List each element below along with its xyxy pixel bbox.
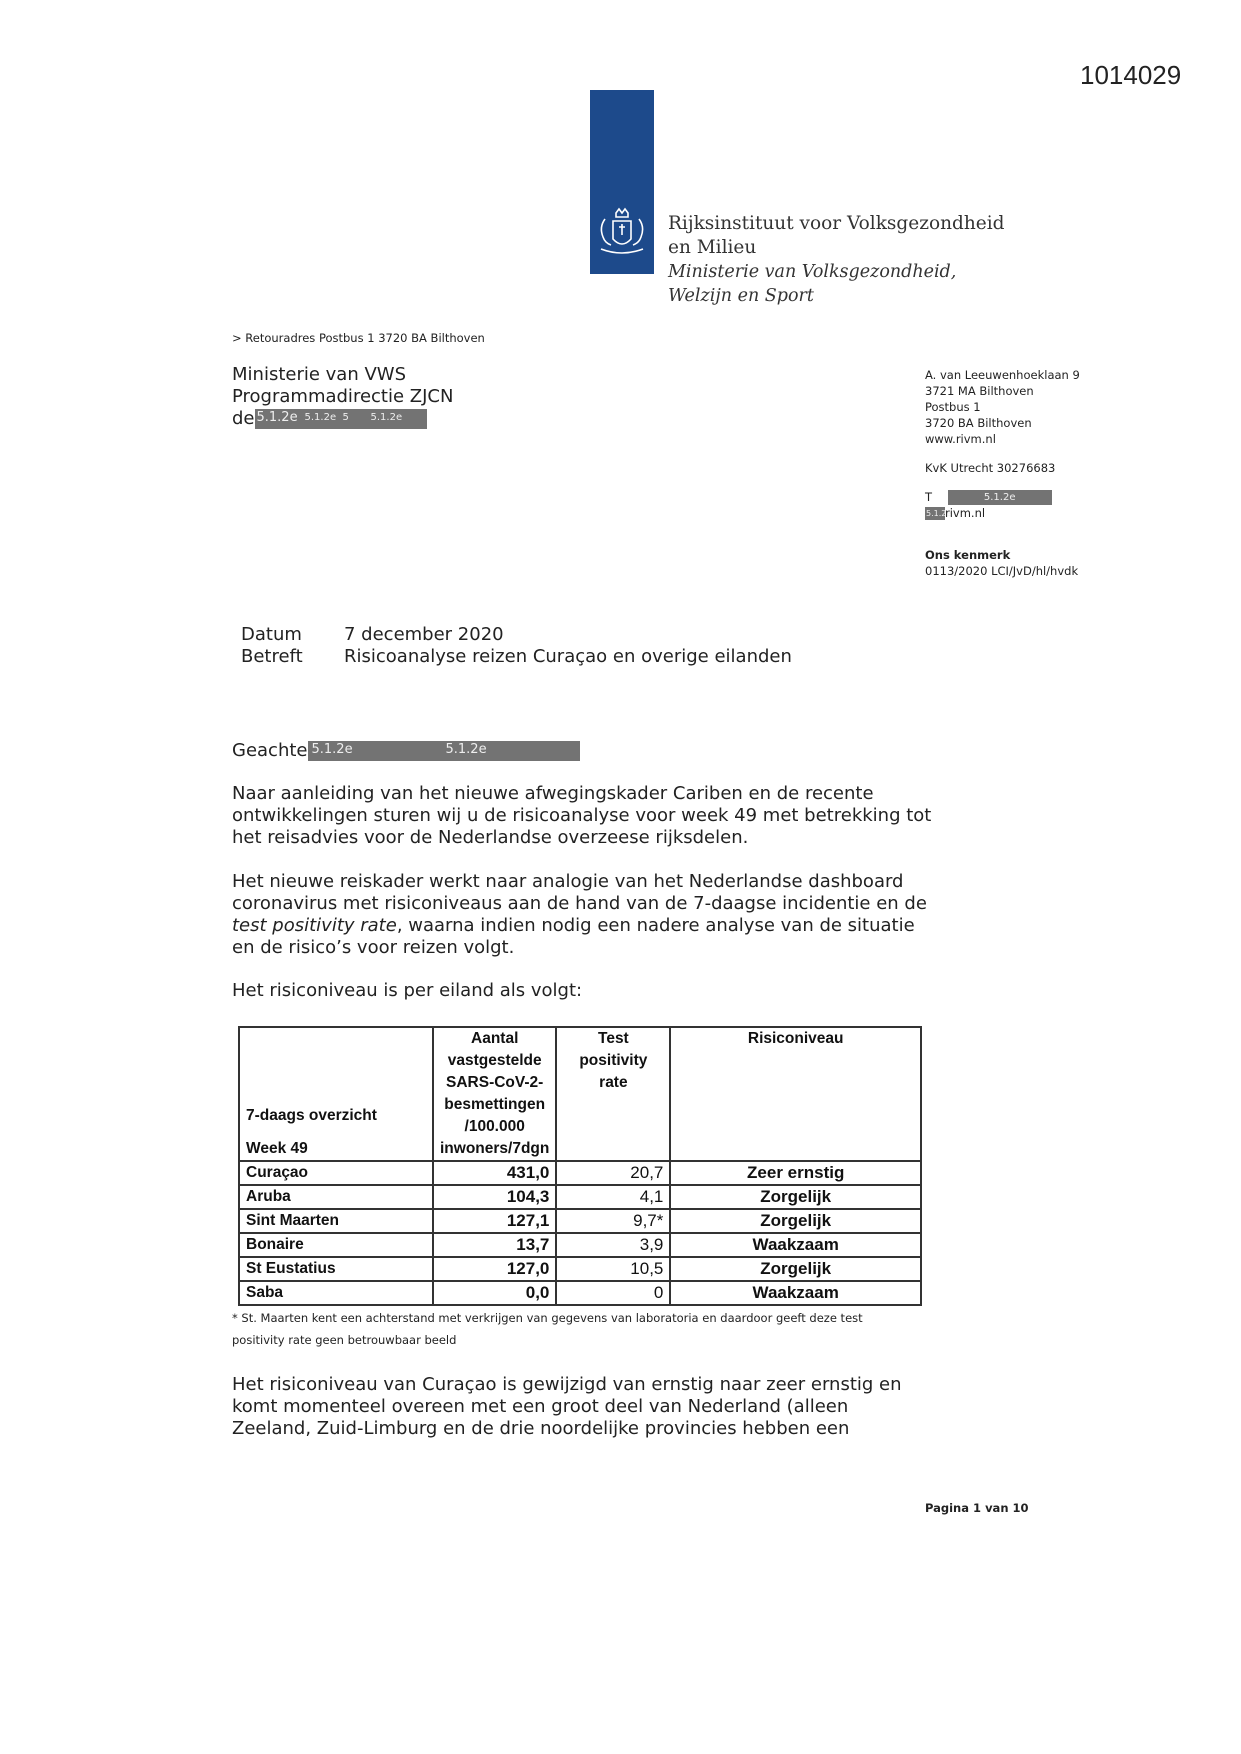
positivity-value: 9,7* (556, 1209, 670, 1233)
paragraph-table-intro: Het risiconiveau is per eiland als volgt: (232, 980, 583, 1001)
table-row (239, 1185, 921, 1209)
header-positivity-line: Test (598, 1030, 629, 1047)
island-name: Curaçao (246, 1164, 309, 1181)
page-current: 1 (973, 1501, 982, 1515)
table-row (239, 1161, 921, 1185)
table-row (239, 1209, 921, 1233)
header-incidence-line: vastgestelde (447, 1052, 542, 1069)
institute-line-2: en Milieu (668, 237, 757, 258)
header-overview-label: 7-daags overzicht (246, 1107, 377, 1124)
addressee-line-3 (232, 408, 453, 430)
header-incidence-line: SARS-CoV-2- (446, 1074, 544, 1091)
incidence-value: 127,0 (433, 1257, 556, 1281)
table-row (239, 1257, 921, 1281)
positivity-value: 3,9 (556, 1233, 670, 1257)
risk-level-value: Zorgelijk (670, 1185, 921, 1209)
header-incidence-line: /100.000 (464, 1118, 525, 1135)
greeting (232, 740, 580, 761)
table-footnote: * St. Maarten kent een achterstand met verkrijgen van gegevens van laboratoria en daardoor geeft deze test positivity rate geen betrouwbaar beeld (232, 1311, 863, 1347)
greeting-text: Geachte (232, 740, 308, 761)
incidence-value: 0,0 (433, 1281, 556, 1305)
addressee-prefix: de (232, 408, 255, 429)
page-label: Pagina (925, 1501, 970, 1515)
sender-info (925, 367, 1080, 579)
addressee-line-2: Programmadirectie ZJCN (232, 386, 454, 407)
paragraph-intro: Naar aanleiding van het nieuwe afwegingskader Cariben en de recente ontwikkelingen sturen wij u de risicoanalyse voor week 49 met betrekking tot het reisadvies voor de Nederlandse overzeese rijksdelen. (232, 783, 932, 848)
return-address: > Retouradres Postbus 1 3720 BA Bilthoven (232, 331, 485, 345)
document-number: 1014029 (1080, 60, 1182, 90)
island-name: Aruba (246, 1188, 291, 1205)
island-name: Sint Maarten (246, 1212, 340, 1229)
ministry-line-1: Ministerie van Volksgezondheid, (668, 262, 957, 282)
header-incidence (433, 1027, 556, 1161)
institute-name-block (668, 212, 1004, 308)
subject-label: Betreft (241, 646, 303, 667)
date-row (241, 624, 792, 646)
redaction-box: 5.1.2e (308, 741, 442, 761)
date-value: 7 december 2020 (344, 624, 504, 645)
sender-website[interactable]: www.rivm.nl (925, 432, 996, 446)
risk-level-value: Zeer ernstig (670, 1161, 921, 1185)
header-positivity-line: positivity (579, 1052, 648, 1069)
positivity-value: 10,5 (556, 1257, 670, 1281)
incidence-value: 13,7 (433, 1233, 556, 1257)
paragraph-framework (232, 871, 932, 959)
page-total: 10 (1012, 1501, 1029, 1515)
paragraph-curacao: Het risiconiveau van Curaçao is gewijzigd van ernstig naar zeer ernstig en komt momenteel overeen met een groot deel van Nederland (alleen Zeeland, Zuid-Limburg en de drie noordelijke provincies hebben een (232, 1374, 902, 1439)
table-row (239, 1233, 921, 1257)
island-name: St Eustatius (246, 1260, 336, 1277)
institute-line-1: Rijksinstituut voor Volksgezondheid (668, 213, 1005, 234)
header-risk-level: Risiconiveau (670, 1027, 921, 1161)
risk-level-table (238, 1026, 922, 1306)
page-separator: van (985, 1501, 1009, 1515)
risk-level-value: Waakzaam (670, 1233, 921, 1257)
risk-level-value: Zorgelijk (670, 1209, 921, 1233)
redaction-box: 5.1.2e (367, 409, 427, 429)
subject-row (241, 646, 792, 668)
letter-meta (241, 624, 792, 668)
sender-kvk: KvK Utrecht 30276683 (925, 461, 1056, 475)
page-number (925, 1501, 1029, 1515)
incidence-value: 104,3 (433, 1185, 556, 1209)
sender-pobox: Postbus 1 (925, 400, 981, 414)
paragraph-framework-text-1: Het nieuwe reiskader werkt naar analogie van het Nederlandse dashboard coronavirus met risiconiveaus aan de hand van de 7-daagse incidentie en de (232, 871, 927, 914)
redaction-box: 5.1.2e (442, 741, 580, 761)
sender-street: A. van Leeuwenhoeklaan 9 (925, 368, 1080, 382)
header-overview (239, 1027, 433, 1161)
redaction-box: 5.1.2e (301, 409, 339, 429)
island-name: Saba (246, 1284, 284, 1301)
redaction-box: 5 (339, 409, 367, 429)
positivity-value: 0 (556, 1281, 670, 1305)
table-row (239, 1281, 921, 1305)
reference-label: Ons kenmerk (925, 548, 1011, 562)
phone-label: T (925, 490, 933, 504)
redaction-box: 5.1.2e (255, 409, 301, 429)
redaction-box: 5.1.2e (948, 490, 1052, 505)
addressee-block (232, 364, 453, 430)
table-header-row (239, 1027, 921, 1161)
paragraph-framework-text-2: , waarna indien nodig een nadere analyse van de situatie en de risico’s voor reizen volgt. (232, 915, 915, 958)
sender-pobox-postal: 3720 BA Bilthoven (925, 416, 1032, 430)
header-positivity (556, 1027, 670, 1161)
positivity-value: 20,7 (556, 1161, 670, 1185)
royal-crest-icon (593, 205, 651, 259)
sender-phone (925, 489, 1080, 505)
date-label: Datum (241, 624, 302, 645)
risk-level-value: Zorgelijk (670, 1257, 921, 1281)
ministry-line-2: Welzijn en Sport (668, 286, 814, 306)
incidence-value: 431,0 (433, 1161, 556, 1185)
header-week-label: Week 49 (246, 1140, 308, 1157)
header-incidence-line: Aantal (471, 1030, 519, 1047)
sender-postal: 3721 MA Bilthoven (925, 384, 1034, 398)
subject-value: Risicoanalyse reizen Curaçao en overige eilanden (344, 646, 792, 667)
header-incidence-line: inwoners/7dgn (440, 1140, 550, 1157)
incidence-value: 127,1 (433, 1209, 556, 1233)
sender-email (925, 505, 1080, 521)
island-name: Bonaire (246, 1236, 304, 1253)
email-suffix[interactable]: rivm.nl (945, 506, 986, 520)
risk-level-value: Waakzaam (670, 1281, 921, 1305)
header-incidence-line: besmettingen (444, 1096, 546, 1113)
reference-value: 0113/2020 LCI/JvD/hl/hvdk (925, 564, 1079, 578)
addressee-line-1: Ministerie van VWS (232, 364, 406, 385)
header-positivity-line: rate (599, 1074, 628, 1091)
positivity-value: 4,1 (556, 1185, 670, 1209)
redaction-box: 5.1.2e (926, 509, 952, 518)
paragraph-framework-italic: test positivity rate (232, 915, 397, 936)
